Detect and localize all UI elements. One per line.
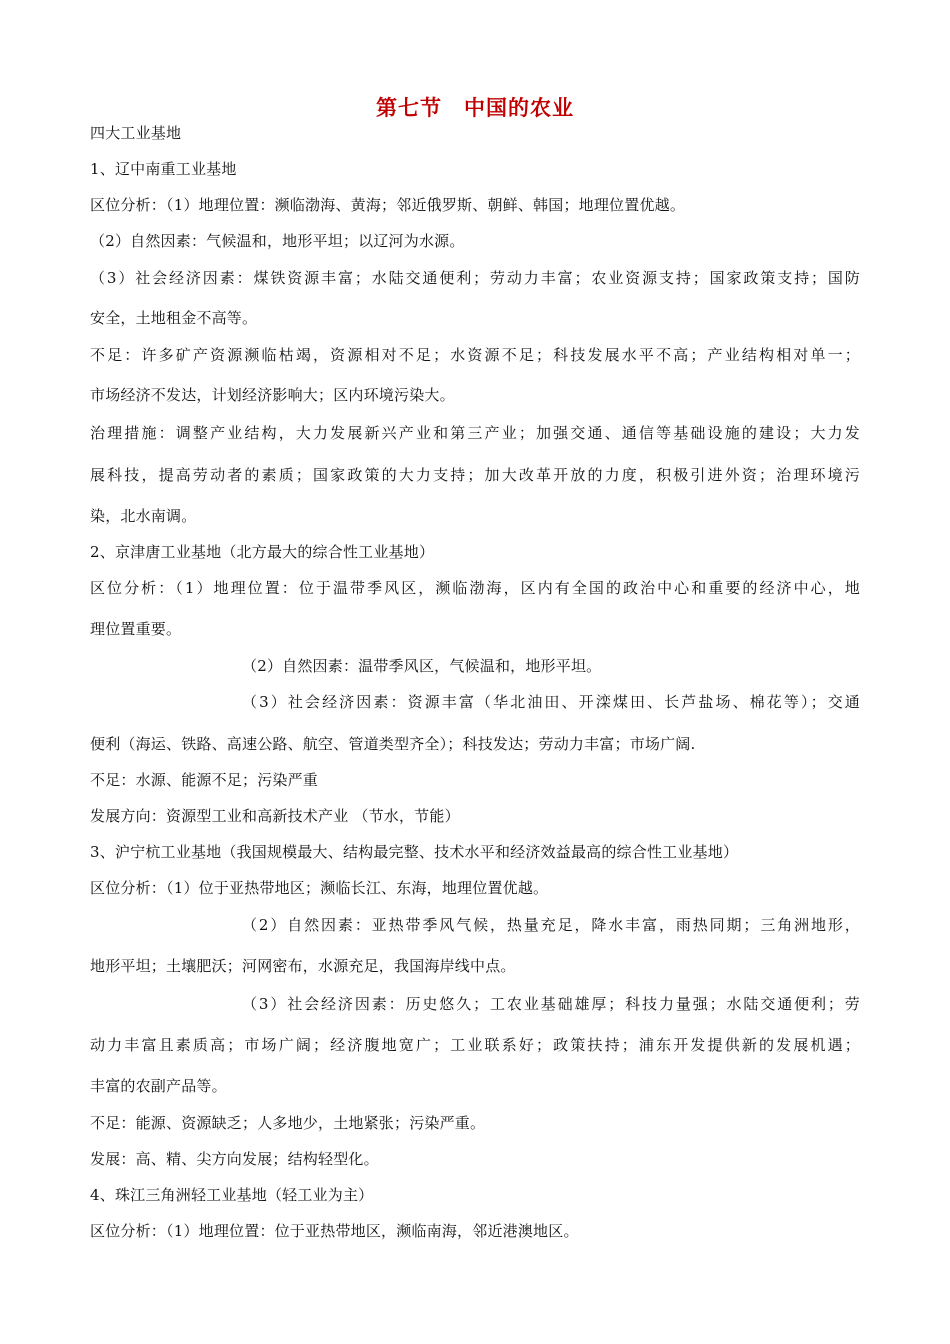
paragraph-line: （3）社会经济因素：资源丰富（华北油田、开滦煤田、长芦盐场、棉花等）；交通 bbox=[242, 693, 860, 711]
paragraph-line: 区位分析：（1）地理位置：位于温带季风区，濒临渤海，区内有全国的政治中心和重要的经济中心，地 bbox=[90, 579, 860, 597]
base-heading-huninghang: 3、沪宁杭工业基地（我国规模最大、结构最完整、技术水平和经济效益最高的综合性工业基地） bbox=[90, 843, 739, 861]
paragraph-line: 丰富的农副产品等。 bbox=[90, 1077, 227, 1095]
paragraph-line: 不足：水源、能源不足；污染严重 bbox=[90, 771, 319, 789]
paragraph-line: （3）社会经济因素：历史悠久；工农业基础雄厚；科技力量强；水陆交通便利；劳 bbox=[242, 995, 860, 1013]
paragraph-line: 区位分析：（1）地理位置：位于亚热带地区，濒临南海，邻近港澳地区。 bbox=[90, 1222, 579, 1240]
paragraph-line: 不足：许多矿产资源濒临枯竭，资源相对不足；水资源不足；科技发展水平不高；产业结构相对单一； bbox=[90, 346, 860, 364]
paragraph-line: 地形平坦；土壤肥沃；河网密布，水源充足，我国海岸线中点。 bbox=[90, 957, 516, 975]
title-section-number: 第七节 bbox=[376, 96, 442, 120]
base-heading-jingjintang: 2、京津唐工业基地（北方最大的综合性工业基地） bbox=[90, 543, 435, 561]
section-heading: 四大工业基地 bbox=[90, 124, 182, 142]
paragraph-line: （2）自然因素：温带季风区，气候温和，地形平坦。 bbox=[242, 657, 602, 675]
paragraph-line: 市场经济不发达，计划经济影响大；区内环境污染大。 bbox=[90, 386, 455, 404]
base-heading-zhujiang: 4、珠江三角洲轻工业基地（轻工业为主） bbox=[90, 1186, 374, 1204]
paragraph-line: 区位分析：（1）地理位置：濒临渤海、黄海；邻近俄罗斯、朝鲜、韩国；地理位置优越。 bbox=[90, 196, 686, 214]
page-title bbox=[0, 92, 950, 122]
paragraph-line: 动力丰富且素质高；市场广阔；经济腹地宽广；工业联系好；政策扶持；浦东开发提供新的发展机遇； bbox=[90, 1036, 860, 1054]
paragraph-line: 染，北水南调。 bbox=[90, 507, 197, 525]
base-heading-liaozhongnan: 1、辽中南重工业基地 bbox=[90, 160, 237, 178]
paragraph-line: 展科技，提高劳动者的素质；国家政策的大力支持；加大改革开放的力度，积极引进外资；治理环境污 bbox=[90, 466, 860, 484]
paragraph-line: 不足：能源、资源缺乏；人多地少，土地紧张；污染严重。 bbox=[90, 1114, 486, 1132]
paragraph-line: 便利（海运、铁路、高速公路、航空、管道类型齐全）；科技发达；劳动力丰富；市场广阔. bbox=[90, 735, 696, 753]
paragraph-line: 安全，土地租金不高等。 bbox=[90, 309, 258, 327]
paragraph-line: 治理措施：调整产业结构，大力发展新兴产业和第三产业；加强交通、通信等基础设施的建设；大力发 bbox=[90, 424, 860, 442]
paragraph-line: （3）社会经济因素：煤铁资源丰富；水陆交通便利；劳动力丰富；农业资源支持；国家政策支持；国防 bbox=[90, 269, 860, 287]
paragraph-line: 发展方向：资源型工业和高新技术产业 （节水，节能） bbox=[90, 807, 460, 825]
paragraph-line: 发展：高、精、尖方向发展；结构轻型化。 bbox=[90, 1150, 379, 1168]
paragraph-line: （2）自然因素：亚热带季风气候，热量充足，降水丰富，雨热同期；三角洲地形， bbox=[242, 916, 860, 934]
title-chapter-name: 中国的农业 bbox=[464, 96, 574, 120]
paragraph-line: 理位置重要。 bbox=[90, 620, 182, 638]
paragraph-line: 区位分析：（1）位于亚热带地区；濒临长江、东海，地理位置优越。 bbox=[90, 879, 549, 897]
paragraph-line: （2）自然因素：气候温和，地形平坦；以辽河为水源。 bbox=[90, 232, 465, 250]
